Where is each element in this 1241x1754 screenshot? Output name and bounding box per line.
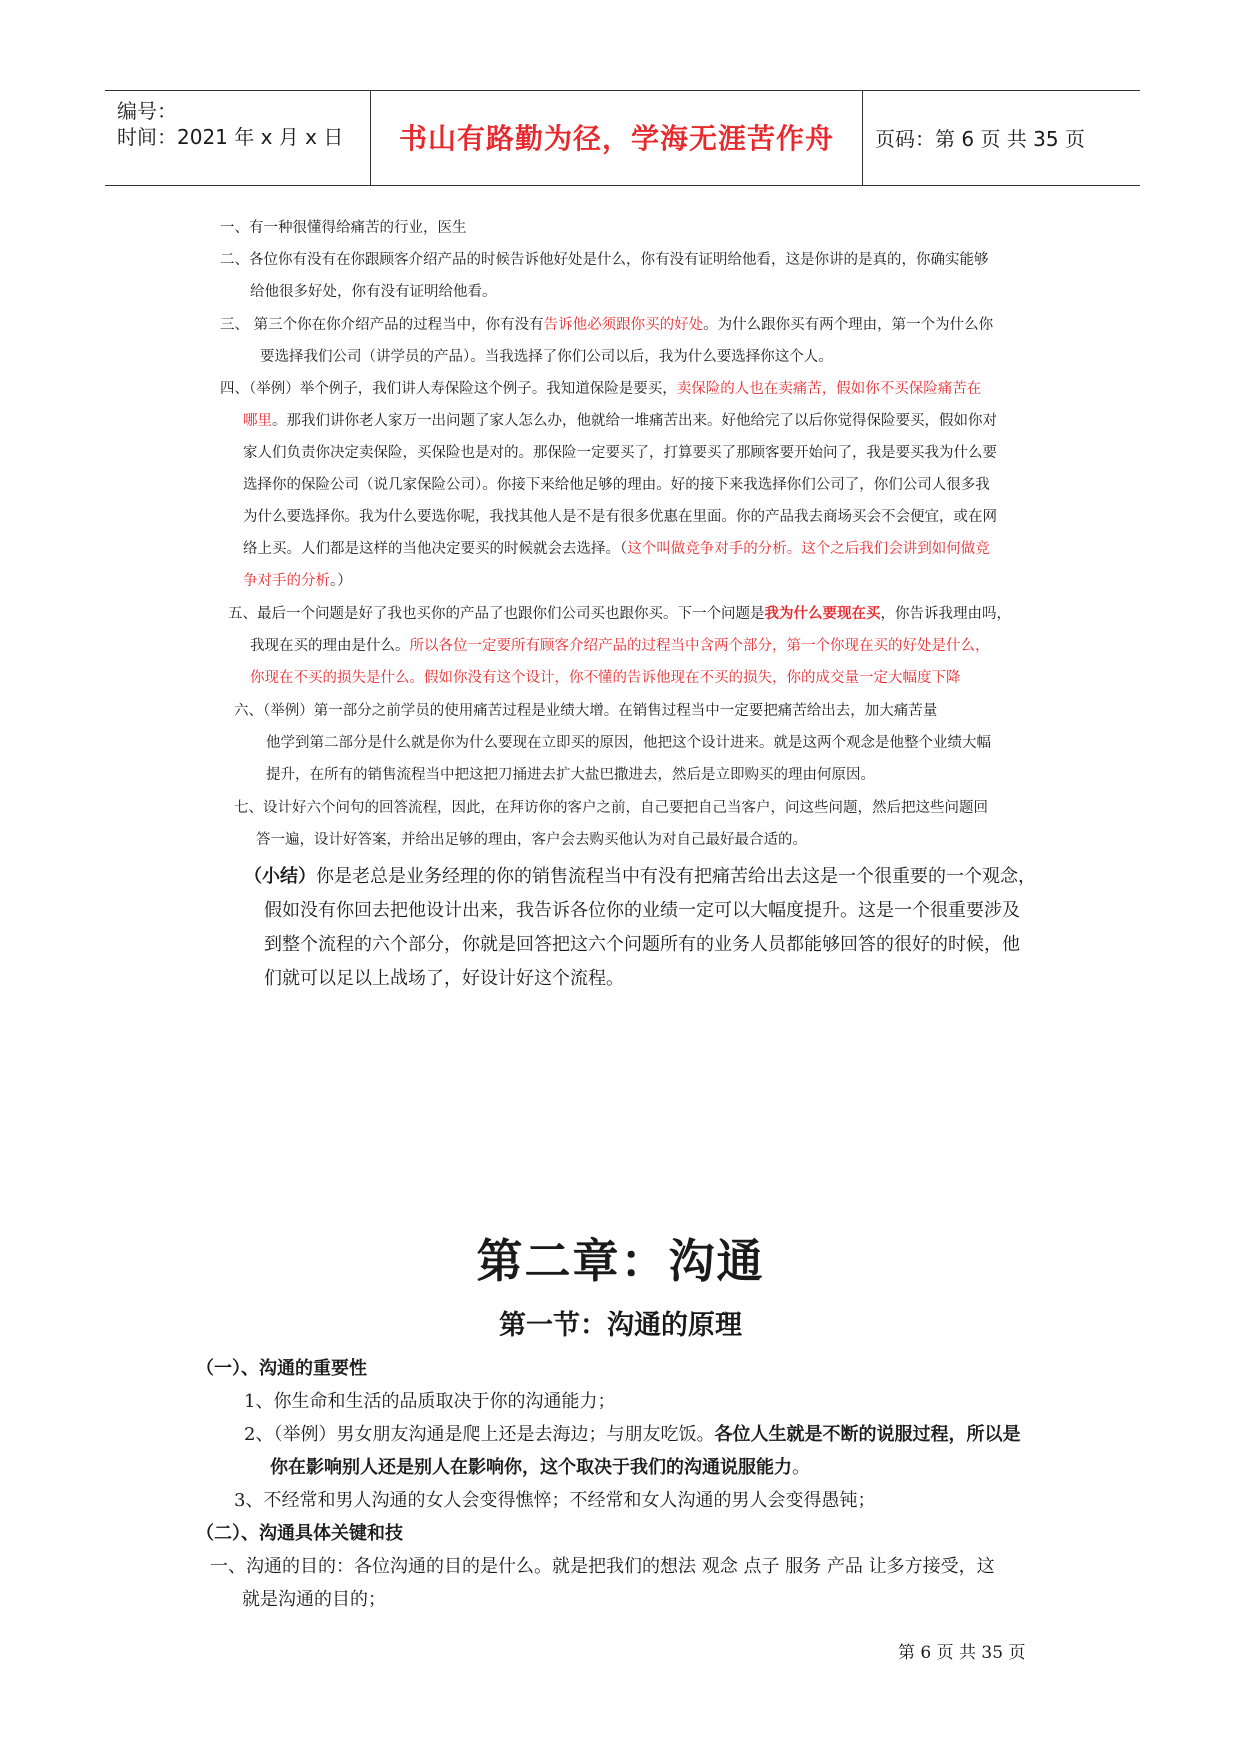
item-5-highlight-a: 我为什么要现在买 <box>764 605 881 622</box>
part-2-point-1-line-1: 一、沟通的目的：各位沟通的目的是什么。就是把我们的想法 观念 点子 服务 产品 让多方接受，这 <box>210 1556 995 1577</box>
section-title: 第一节：沟通的原理 <box>499 1310 742 1341</box>
item-7-line-1: 七、设计好六个问句的回答流程，因此，在拜访你的客户之前，自己要把自己当客户，问这些问题，然后把这些问题回 <box>234 800 988 816</box>
part-1 <box>196 1352 1020 1517</box>
summary-line-4: 们就可以足以上战场了，好设计好这个流程。 <box>264 968 624 989</box>
item-3-text-b: 。为什么跟你买有两个理由，第一个为什么你 <box>703 317 994 333</box>
item-5-line-2 <box>228 630 1011 662</box>
item-4-line-3: 家人们负责你决定卖保险，买保险也是对的。那保险一定要买了，打算要买了那顾客要开始问了，我是要买我为什么要 <box>243 445 997 461</box>
part-1-point-1: 1、你生命和生活的品质取决于你的沟通能力； <box>244 1391 616 1412</box>
part-1-point-3: 3、不经常和男人沟通的女人会变得憔悴；不经常和女人沟通的男人会变得愚钝； <box>234 1490 876 1511</box>
header-motto-cell <box>370 91 863 185</box>
item-5-line-3 <box>228 662 1011 694</box>
item-5-highlight-b: 所以各位一定要所有顾客介绍产品的过程当中含两个部分，第一个你现在买的好处是什么， <box>409 638 990 654</box>
item-4-highlight-a: 卖保险的人也在卖痛苦，假如你不买保险痛苦在 <box>676 381 982 397</box>
item-4-highlight-d: 争对手的分析 <box>243 573 330 589</box>
item-4-line-1 <box>220 373 997 405</box>
summary-label: （小结） <box>244 866 316 887</box>
item-5-text-a: 五、最后一个问题是好了我也买你的产品了也跟你们公司买也跟你买。下一个问题是 <box>228 606 765 622</box>
item-4-line-7 <box>220 565 997 597</box>
part-2 <box>196 1517 995 1616</box>
header-meta-cell <box>105 91 370 185</box>
item-2 <box>220 244 989 308</box>
document-time-label: 时间：2021 年 x 月 x 日 <box>117 125 344 149</box>
item-5-highlight-c: 你现在不买的损失是什么。假如你没有这个设计，你不懂的告诉他现在不买的损失，你的成交量一定大幅度下降 <box>250 670 961 686</box>
page-footer: 第 6 页 共 35 页 <box>898 1643 1026 1663</box>
item-2-line-2: 给他很多好处，你有没有证明给他看。 <box>250 284 497 300</box>
item-1-line: 一、有一种很懂得给痛苦的行业，医生 <box>220 220 467 236</box>
item-4-text-b: 。那我们讲你老人家万一出问题了家人怎么办，他就给一堆痛苦出来。好他给完了以后你觉得保险要买，假如你对 <box>272 413 997 429</box>
item-6-line-3: 提升，在所有的销售流程当中把这把刀捅进去扩大盐巴撒进去，然后是立即购买的理由何原因。 <box>266 767 875 783</box>
part-1-heading: （一）、沟通的重要性 <box>196 1358 367 1379</box>
chapter-title: 第二章：沟通 <box>476 1234 765 1288</box>
item-4-line-6 <box>220 533 997 565</box>
item-3-line-2: 要选择我们公司（讲学员的产品）。当我选择了你们公司以后，我为什么要选择你这个人。 <box>260 349 833 365</box>
item-7-line-2: 答一遍，设计好答案，并给出足够的理由，客户会去购买他认为对自己最好最合适的。 <box>256 832 807 848</box>
summary-block <box>244 860 1036 996</box>
item-3-line-1 <box>220 309 993 341</box>
summary-line-1 <box>244 860 1036 894</box>
item-1 <box>220 212 467 244</box>
item-5-line-1 <box>228 598 1011 630</box>
summary-text-1: 你是老总是业务经理的你的销售流程当中有没有把痛苦给出去这是一个很重要的一个观念， <box>316 866 1036 887</box>
item-4-line-4: 选择你的保险公司（说几家保险公司）。你接下来给他足够的理由。好的接下来我选择你们公司了，你们公司人很多我 <box>243 477 990 493</box>
item-5-text-c: 我现在买的理由是什么。 <box>250 638 410 654</box>
item-3-highlight: 告诉他必须跟你买的好处 <box>543 317 704 333</box>
summary-line-3: 到整个流程的六个部分，你就是回答把这六个问题所有的业务人员都能够回答的很好的时候，他 <box>264 934 1020 955</box>
item-4-highlight-b: 哪里 <box>243 413 272 429</box>
part-1-point-2-end: 。 <box>792 1457 810 1478</box>
item-4-text-d: 。） <box>330 573 352 589</box>
item-5 <box>228 598 1011 694</box>
item-4-line-2 <box>220 405 997 437</box>
page-header <box>105 90 1140 186</box>
part-1-point-2-emphasis-2: 你在影响别人还是别人在影响你，这个取决于我们的沟通说服能力 <box>270 1457 792 1478</box>
item-6-line-1: 六、（举例）第一部分之前学员的使用痛苦过程是业绩大增。在销售过程当中一定要把痛苦给出去，加大痛苦量 <box>234 703 938 719</box>
item-4-line-5: 为什么要选择你。我为什么要选你呢，我找其他人是不是有很多优惠在里面。你的产品我去商场买会不会便宜，或在网 <box>243 509 997 525</box>
item-2-line-1: 二、各位你有没有在你跟顾客介绍产品的时候告诉他好处是什么，你有没有证明给他看，这是你讲的是真的，你确实能够 <box>220 252 989 268</box>
item-4-highlight-c: 这个叫做竞争对手的分析。这个之后我们会讲到如何做竞 <box>627 541 990 557</box>
item-4 <box>220 373 997 597</box>
header-motto: 书山有路勤为径，学海无涯苦作舟 <box>398 122 834 155</box>
part-2-heading: （二）、沟通具体关键和技 <box>196 1523 403 1544</box>
item-3-text-a: 三、 第三个你在你介绍产品的过程当中，你有没有 <box>220 317 544 333</box>
item-3 <box>220 309 993 373</box>
part-1-point-2-emphasis: 各位人生就是不断的说服过程，所以是 <box>714 1424 1021 1445</box>
part-2-point-1-line-2: 就是沟通的目的； <box>242 1589 386 1610</box>
summary-line-2: 假如没有你回去把他设计出来，我告诉各位你的业绩一定可以大幅度提升。这是一个很重要涉及 <box>264 900 1020 921</box>
part-1-point-2-text: 2、（举例）男女朋友沟通是爬上还是去海边；与朋友吃饭。 <box>244 1424 715 1445</box>
item-6-line-2: 他学到第二部分是什么就是你为什么要现在立即买的原因，他把这个设计进来。就是这两个观念是他整个业绩大幅 <box>266 735 991 751</box>
item-5-text-b: ，你告诉我理由吗， <box>880 606 1011 622</box>
part-1-point-2 <box>196 1418 1020 1451</box>
header-page-info: 页码：第 6 页 共 35 页 <box>875 127 1085 151</box>
item-6 <box>234 695 991 791</box>
item-7 <box>234 792 988 856</box>
header-page-cell <box>861 91 1140 185</box>
item-4-text-c: 络上买。人们都是这样的当他决定要买的时候就会去选择。（ <box>243 541 628 557</box>
item-4-text-a: 四、（举例）举个例子，我们讲人寿保险这个例子。我知道保险是要买， <box>220 381 677 397</box>
part-1-point-2-line-2 <box>196 1451 1020 1484</box>
document-number-label: 编号： <box>117 99 177 123</box>
